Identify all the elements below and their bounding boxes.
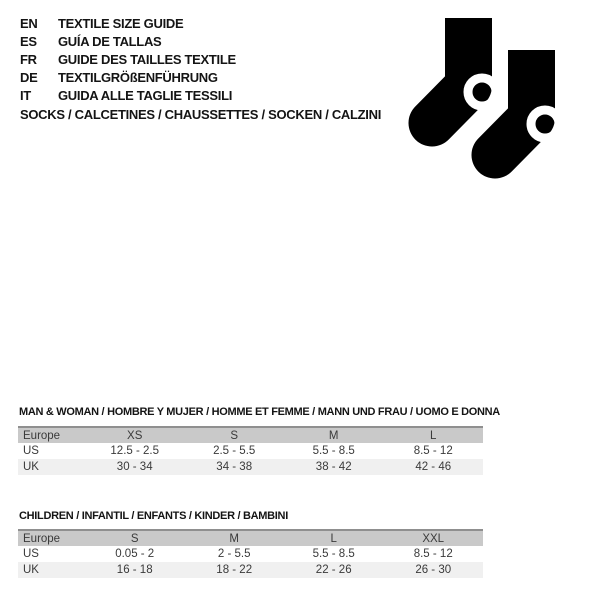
size-value: 8.5 - 12 xyxy=(413,548,453,560)
size-table-man-woman xyxy=(18,426,483,475)
children-section xyxy=(18,510,483,578)
size-value: 5.5 - 8.5 xyxy=(312,548,355,560)
size-value: 22 - 26 xyxy=(315,564,352,576)
size-value: 30 - 34 xyxy=(116,461,153,473)
language-code: FR xyxy=(20,51,37,67)
column-header-size: M xyxy=(229,532,239,545)
size-value: 42 - 46 xyxy=(415,461,452,473)
table-row-uk xyxy=(18,562,483,578)
man-woman-section xyxy=(18,406,500,475)
language-row-fr xyxy=(20,50,236,68)
size-value: 2 - 5.5 xyxy=(217,548,251,560)
language-code: ES xyxy=(20,33,37,49)
column-header-size: M xyxy=(328,429,339,442)
table-title-children: CHILDREN / INFANTIL / ENFANTS / KINDER / BAMBINI xyxy=(19,510,288,522)
size-value: 38 - 42 xyxy=(315,461,352,473)
language-label: TEXTILGRÖßENFÜHRUNG xyxy=(58,69,218,85)
size-value: 34 - 38 xyxy=(216,461,253,473)
size-value: 5.5 - 8.5 xyxy=(312,445,355,457)
language-row-de xyxy=(20,68,236,86)
column-header-region: Europe xyxy=(23,532,61,545)
table-row-us xyxy=(18,443,483,459)
sock-left xyxy=(432,18,496,123)
size-value: 0.05 - 2 xyxy=(115,548,155,560)
column-header-size: XXL xyxy=(422,532,445,545)
table-title-man-woman: MAN & WOMAN / HOMBRE Y MUJER / HOMME ET FEMME / MANN UND FRAU / UOMO E DONNA xyxy=(19,406,500,418)
size-value: 26 - 30 xyxy=(415,564,452,576)
size-value: 16 - 18 xyxy=(116,564,153,576)
language-row-es xyxy=(20,32,236,50)
language-label: TEXTILE SIZE GUIDE xyxy=(58,15,184,31)
language-row-en xyxy=(20,14,236,32)
column-header-size: L xyxy=(430,429,437,442)
language-label: GUIDE DES TAILLES TEXTILE xyxy=(58,51,236,67)
language-row-it xyxy=(20,86,236,104)
language-label: GUÍA DE TALLAS xyxy=(58,33,162,49)
table-header-row xyxy=(18,530,483,546)
column-header-size: L xyxy=(330,532,337,545)
column-header-size: S xyxy=(130,532,139,545)
size-value: 18 - 22 xyxy=(216,564,253,576)
table-row-uk xyxy=(18,459,483,475)
language-header xyxy=(20,14,236,104)
socks-icon xyxy=(390,0,590,195)
size-table-children xyxy=(18,529,483,578)
column-header-size: XS xyxy=(127,429,143,442)
language-code: IT xyxy=(20,87,31,103)
row-label: US xyxy=(23,548,39,560)
row-label: US xyxy=(23,445,39,457)
sock-right xyxy=(495,50,559,155)
size-value: 8.5 - 12 xyxy=(413,445,453,457)
table-header-row xyxy=(18,427,483,443)
table-row-us xyxy=(18,546,483,562)
size-value: 2.5 - 5.5 xyxy=(213,445,256,457)
column-header-region: Europe xyxy=(23,429,61,442)
column-header-size: S xyxy=(230,429,239,442)
size-value: 12.5 - 2.5 xyxy=(110,445,159,457)
language-code: EN xyxy=(20,15,38,31)
row-label: UK xyxy=(23,461,39,473)
language-label: GUIDA ALLE TAGLIE TESSILI xyxy=(58,87,233,103)
row-label: UK xyxy=(23,564,39,576)
category-line: SOCKS / CALCETINES / CHAUSSETTES / SOCKEN / CALZINI xyxy=(20,107,382,122)
language-code: DE xyxy=(20,69,38,85)
